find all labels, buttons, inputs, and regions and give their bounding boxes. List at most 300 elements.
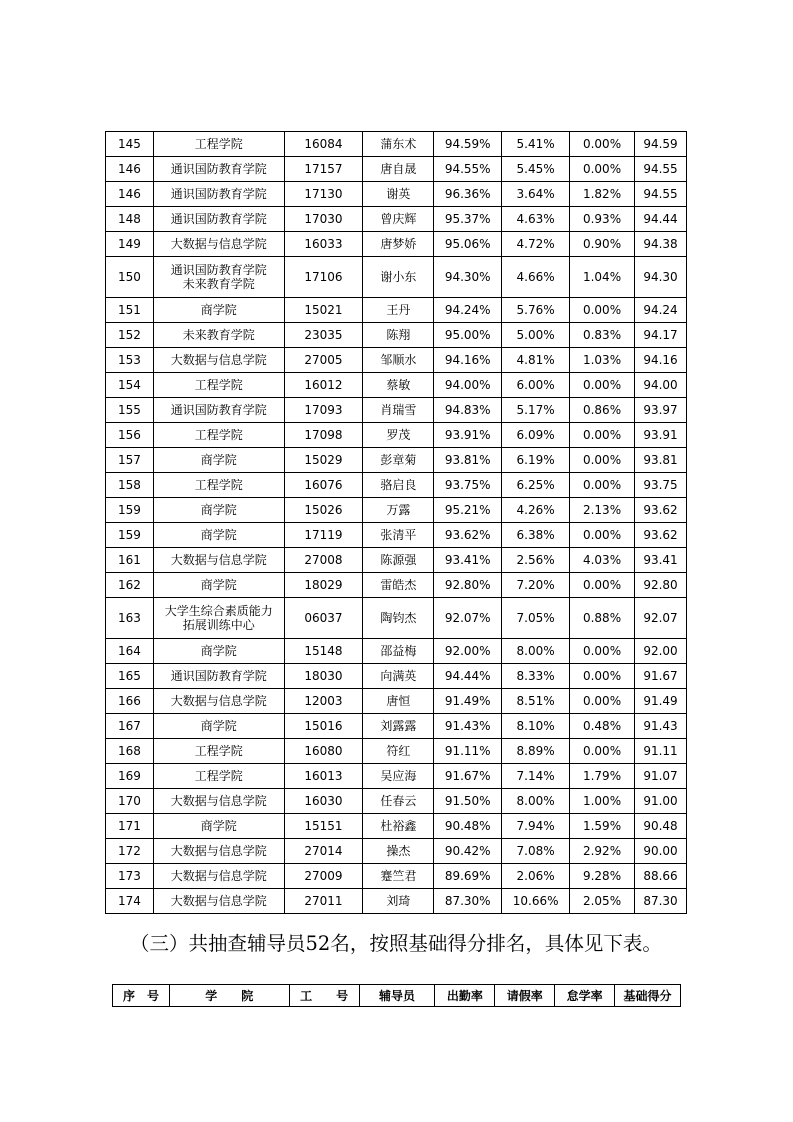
cell-name: 唐梦娇 (363, 232, 434, 257)
cell-college (153, 423, 284, 448)
cell-rank: 167 (106, 714, 154, 739)
college-line: 工程学院 (194, 478, 243, 492)
cell-name: 陈翔 (363, 323, 434, 348)
cell-score: 92.00 (634, 639, 686, 664)
column-header: 学 院 (169, 985, 289, 1007)
cell-absence: 0.00% (570, 739, 635, 764)
cell-id: 15148 (284, 639, 363, 664)
cell-id: 16013 (284, 764, 363, 789)
cell-college (153, 448, 284, 473)
cell-score: 91.11 (634, 739, 686, 764)
cell-attendance: 93.75% (434, 473, 502, 498)
cell-id: 17030 (284, 207, 363, 232)
cell-leave: 8.10% (502, 714, 570, 739)
college-line: 商学院 (200, 578, 237, 592)
cell-rank: 169 (106, 764, 154, 789)
cell-id: 16012 (284, 373, 363, 398)
cell-id: 15021 (284, 298, 363, 323)
cell-rank: 161 (106, 548, 154, 573)
cell-score: 94.55 (634, 157, 686, 182)
cell-absence: 2.92% (570, 839, 635, 864)
table-row (106, 207, 687, 232)
table-row (106, 789, 687, 814)
cell-absence: 0.48% (570, 714, 635, 739)
cell-score: 94.00 (634, 373, 686, 398)
cell-college (153, 132, 284, 157)
cell-leave: 4.63% (502, 207, 570, 232)
college-line: 大数据与信息学院 (170, 237, 267, 251)
table-row (106, 348, 687, 373)
cell-id: 17119 (284, 523, 363, 548)
cell-leave: 5.45% (502, 157, 570, 182)
table-row (106, 373, 687, 398)
cell-id: 15029 (284, 448, 363, 473)
cell-college (153, 257, 284, 298)
college-line: 大数据与信息学院 (170, 794, 267, 808)
cell-rank: 163 (106, 598, 154, 639)
cell-attendance: 94.00% (434, 373, 502, 398)
cell-leave: 6.25% (502, 473, 570, 498)
cell-rank: 146 (106, 182, 154, 207)
cell-id: 27008 (284, 548, 363, 573)
table-row (106, 839, 687, 864)
cell-leave: 3.64% (502, 182, 570, 207)
cell-id: 16076 (284, 473, 363, 498)
college-line: 商学院 (200, 644, 237, 658)
cell-score: 93.62 (634, 523, 686, 548)
cell-name: 邵益梅 (363, 639, 434, 664)
cell-attendance: 91.49% (434, 689, 502, 714)
cell-leave: 4.26% (502, 498, 570, 523)
cell-leave: 6.38% (502, 523, 570, 548)
cell-attendance: 90.42% (434, 839, 502, 864)
college-line: 工程学院 (194, 428, 243, 442)
cell-attendance: 92.00% (434, 639, 502, 664)
college-line: 大数据与信息学院 (170, 353, 267, 367)
cell-leave: 7.08% (502, 839, 570, 864)
cell-rank: 155 (106, 398, 154, 423)
cell-attendance: 92.80% (434, 573, 502, 598)
college-line: 大数据与信息学院 (170, 844, 267, 858)
cell-id: 17106 (284, 257, 363, 298)
cell-id: 17093 (284, 398, 363, 423)
cell-name: 蹇竺君 (363, 864, 434, 889)
college-line: 商学院 (200, 453, 237, 467)
cell-score: 91.00 (634, 789, 686, 814)
table-row (106, 864, 687, 889)
cell-score: 94.17 (634, 323, 686, 348)
cell-attendance: 94.55% (434, 157, 502, 182)
cell-rank: 156 (106, 423, 154, 448)
cell-rank: 150 (106, 257, 154, 298)
cell-name: 刘露露 (363, 714, 434, 739)
college-line: 大数据与信息学院 (170, 553, 267, 567)
cell-score: 87.30 (634, 889, 686, 914)
cell-absence: 0.93% (570, 207, 635, 232)
cell-name: 杜裕鑫 (363, 814, 434, 839)
next-table-header (112, 984, 681, 1007)
cell-score: 93.81 (634, 448, 686, 473)
cell-college (153, 714, 284, 739)
cell-rank: 165 (106, 664, 154, 689)
cell-name: 罗茂 (363, 423, 434, 448)
cell-name: 谢小东 (363, 257, 434, 298)
cell-absence: 1.04% (570, 257, 635, 298)
cell-rank: 158 (106, 473, 154, 498)
cell-absence: 0.00% (570, 639, 635, 664)
column-header: 辅导员 (359, 985, 435, 1007)
cell-absence: 0.00% (570, 132, 635, 157)
table-row (106, 298, 687, 323)
cell-score: 92.07 (634, 598, 686, 639)
cell-absence: 0.00% (570, 373, 635, 398)
cell-name: 吴应海 (363, 764, 434, 789)
cell-college (153, 739, 284, 764)
cell-absence: 0.00% (570, 298, 635, 323)
cell-absence: 2.05% (570, 889, 635, 914)
table-row (106, 814, 687, 839)
cell-id: 23035 (284, 323, 363, 348)
cell-id: 15151 (284, 814, 363, 839)
table-row (106, 423, 687, 448)
cell-rank: 168 (106, 739, 154, 764)
college-line: 商学院 (200, 819, 237, 833)
column-header: 请假率 (495, 985, 555, 1007)
cell-score: 94.30 (634, 257, 686, 298)
table-row (106, 764, 687, 789)
college-line: 工程学院 (194, 378, 243, 392)
cell-attendance: 93.91% (434, 423, 502, 448)
cell-college (153, 864, 284, 889)
cell-id: 16030 (284, 789, 363, 814)
cell-id: 16084 (284, 132, 363, 157)
cell-college (153, 157, 284, 182)
cell-score: 90.00 (634, 839, 686, 864)
cell-absence: 1.79% (570, 764, 635, 789)
cell-attendance: 95.21% (434, 498, 502, 523)
cell-name: 肖瑞雪 (363, 398, 434, 423)
cell-name: 陈源强 (363, 548, 434, 573)
table-row (106, 739, 687, 764)
cell-leave: 8.51% (502, 689, 570, 714)
cell-college (153, 789, 284, 814)
cell-absence: 0.83% (570, 323, 635, 348)
cell-leave: 4.66% (502, 257, 570, 298)
cell-id: 18029 (284, 573, 363, 598)
table-row (106, 323, 687, 348)
cell-name: 万露 (363, 498, 434, 523)
cell-score: 93.91 (634, 423, 686, 448)
cell-id: 27014 (284, 839, 363, 864)
cell-rank: 149 (106, 232, 154, 257)
cell-rank: 146 (106, 157, 154, 182)
cell-leave: 5.76% (502, 298, 570, 323)
cell-id: 15026 (284, 498, 363, 523)
cell-name: 曾庆辉 (363, 207, 434, 232)
college-line: 通识国防教育学院 (170, 187, 267, 201)
cell-id: 16080 (284, 739, 363, 764)
college-line: 工程学院 (194, 137, 243, 151)
cell-leave: 8.00% (502, 789, 570, 814)
cell-absence: 1.00% (570, 789, 635, 814)
cell-absence: 0.88% (570, 598, 635, 639)
cell-score: 94.55 (634, 182, 686, 207)
cell-attendance: 94.24% (434, 298, 502, 323)
college-line: 商学院 (200, 303, 237, 317)
cell-college (153, 689, 284, 714)
cell-college (153, 182, 284, 207)
cell-name: 向满英 (363, 664, 434, 689)
cell-score: 93.75 (634, 473, 686, 498)
table-row (106, 182, 687, 207)
college-line: 大数据与信息学院 (170, 694, 267, 708)
cell-score: 94.38 (634, 232, 686, 257)
column-header: 出勤率 (435, 985, 495, 1007)
cell-rank: 154 (106, 373, 154, 398)
cell-score: 93.41 (634, 548, 686, 573)
cell-score: 91.49 (634, 689, 686, 714)
cell-college (153, 207, 284, 232)
column-header: 怠学率 (555, 985, 615, 1007)
cell-leave: 4.81% (502, 348, 570, 373)
cell-id: 17130 (284, 182, 363, 207)
table-row (106, 257, 687, 298)
table-row (106, 448, 687, 473)
cell-name: 符红 (363, 739, 434, 764)
table-row (106, 573, 687, 598)
cell-score: 90.48 (634, 814, 686, 839)
cell-leave: 6.09% (502, 423, 570, 448)
cell-name: 张清平 (363, 523, 434, 548)
cell-rank: 159 (106, 523, 154, 548)
cell-college (153, 298, 284, 323)
cell-name: 雷皓杰 (363, 573, 434, 598)
cell-name: 陶钧杰 (363, 598, 434, 639)
cell-attendance: 90.48% (434, 814, 502, 839)
cell-leave: 7.14% (502, 764, 570, 789)
cell-attendance: 91.67% (434, 764, 502, 789)
cell-rank: 151 (106, 298, 154, 323)
cell-name: 任春云 (363, 789, 434, 814)
header-row (113, 985, 681, 1007)
college-line: 大学生综合素质能力 (164, 604, 273, 618)
cell-leave: 8.00% (502, 639, 570, 664)
cell-attendance: 93.81% (434, 448, 502, 473)
cell-attendance: 94.83% (434, 398, 502, 423)
table-row (106, 132, 687, 157)
cell-score: 93.62 (634, 498, 686, 523)
cell-leave: 5.17% (502, 398, 570, 423)
cell-rank: 173 (106, 864, 154, 889)
cell-college (153, 232, 284, 257)
cell-rank: 153 (106, 348, 154, 373)
table-row (106, 523, 687, 548)
table-row (106, 398, 687, 423)
cell-absence: 0.00% (570, 157, 635, 182)
cell-leave: 2.06% (502, 864, 570, 889)
cell-absence: 4.03% (570, 548, 635, 573)
cell-rank: 145 (106, 132, 154, 157)
cell-rank: 166 (106, 689, 154, 714)
counselor-ranking-table (105, 131, 687, 914)
cell-absence: 9.28% (570, 864, 635, 889)
cell-college (153, 598, 284, 639)
cell-college (153, 348, 284, 373)
table-row (106, 664, 687, 689)
cell-college (153, 498, 284, 523)
cell-attendance: 93.62% (434, 523, 502, 548)
cell-id: 12003 (284, 689, 363, 714)
cell-college (153, 573, 284, 598)
cell-college (153, 548, 284, 573)
cell-leave: 5.00% (502, 323, 570, 348)
cell-attendance: 94.44% (434, 664, 502, 689)
cell-college (153, 473, 284, 498)
table-row (106, 689, 687, 714)
cell-leave: 5.41% (502, 132, 570, 157)
cell-rank: 174 (106, 889, 154, 914)
cell-leave: 10.66% (502, 889, 570, 914)
cell-name: 唐自晟 (363, 157, 434, 182)
table-row (106, 639, 687, 664)
cell-score: 94.44 (634, 207, 686, 232)
cell-college (153, 839, 284, 864)
college-line: 大数据与信息学院 (170, 869, 267, 883)
cell-attendance: 95.06% (434, 232, 502, 257)
table-row (106, 232, 687, 257)
cell-attendance: 89.69% (434, 864, 502, 889)
cell-rank: 148 (106, 207, 154, 232)
cell-absence: 0.00% (570, 573, 635, 598)
cell-attendance: 91.11% (434, 739, 502, 764)
cell-leave: 6.00% (502, 373, 570, 398)
cell-score: 93.97 (634, 398, 686, 423)
cell-absence: 1.82% (570, 182, 635, 207)
college-line: 通识国防教育学院 (170, 669, 267, 683)
cell-name: 蒲东术 (363, 132, 434, 157)
cell-name: 操杰 (363, 839, 434, 864)
cell-college (153, 639, 284, 664)
cell-id: 18030 (284, 664, 363, 689)
cell-rank: 172 (106, 839, 154, 864)
table-row (106, 473, 687, 498)
cell-attendance: 87.30% (434, 889, 502, 914)
cell-id: 06037 (284, 598, 363, 639)
cell-absence: 0.00% (570, 523, 635, 548)
column-header: 基础得分 (615, 985, 681, 1007)
cell-college (153, 764, 284, 789)
cell-id: 27011 (284, 889, 363, 914)
cell-leave: 8.33% (502, 664, 570, 689)
cell-college (153, 523, 284, 548)
cell-name: 王丹 (363, 298, 434, 323)
college-line: 未来教育学院 (182, 277, 255, 291)
college-line: 拓展训练中心 (182, 618, 255, 632)
cell-rank: 159 (106, 498, 154, 523)
cell-attendance: 96.36% (434, 182, 502, 207)
cell-id: 17098 (284, 423, 363, 448)
cell-absence: 0.00% (570, 664, 635, 689)
cell-score: 91.07 (634, 764, 686, 789)
cell-name: 骆启良 (363, 473, 434, 498)
cell-attendance: 95.37% (434, 207, 502, 232)
cell-attendance: 91.50% (434, 789, 502, 814)
college-line: 通识国防教育学院 (170, 403, 267, 417)
cell-name: 彭章菊 (363, 448, 434, 473)
cell-leave: 4.72% (502, 232, 570, 257)
college-line: 通识国防教育学院 (170, 162, 267, 176)
cell-attendance: 95.00% (434, 323, 502, 348)
cell-attendance: 94.30% (434, 257, 502, 298)
cell-score: 91.43 (634, 714, 686, 739)
cell-id: 15016 (284, 714, 363, 739)
column-header: 序 号 (113, 985, 170, 1007)
cell-name: 邹顺水 (363, 348, 434, 373)
cell-absence: 2.13% (570, 498, 635, 523)
table-row (106, 889, 687, 914)
cell-leave: 7.05% (502, 598, 570, 639)
cell-name: 谢英 (363, 182, 434, 207)
cell-absence: 0.00% (570, 423, 635, 448)
table-row (106, 498, 687, 523)
table-row (106, 548, 687, 573)
ranking-table-body (106, 132, 687, 914)
table-row (106, 598, 687, 639)
college-line: 未来教育学院 (182, 328, 255, 342)
cell-name: 蔡敏 (363, 373, 434, 398)
cell-attendance: 94.16% (434, 348, 502, 373)
cell-leave: 7.20% (502, 573, 570, 598)
cell-rank: 171 (106, 814, 154, 839)
cell-score: 94.16 (634, 348, 686, 373)
college-line: 通识国防教育学院 (170, 263, 267, 277)
college-line: 商学院 (200, 528, 237, 542)
cell-attendance: 91.43% (434, 714, 502, 739)
cell-id: 16033 (284, 232, 363, 257)
cell-rank: 152 (106, 323, 154, 348)
table-row (106, 157, 687, 182)
cell-leave: 2.56% (502, 548, 570, 573)
cell-score: 88.66 (634, 864, 686, 889)
cell-absence: 0.00% (570, 473, 635, 498)
cell-college (153, 664, 284, 689)
college-line: 工程学院 (194, 769, 243, 783)
cell-attendance: 94.59% (434, 132, 502, 157)
cell-id: 17157 (284, 157, 363, 182)
cell-college (153, 373, 284, 398)
cell-absence: 0.00% (570, 689, 635, 714)
cell-attendance: 93.41% (434, 548, 502, 573)
cell-absence: 0.86% (570, 398, 635, 423)
college-line: 通识国防教育学院 (170, 212, 267, 226)
cell-rank: 162 (106, 573, 154, 598)
cell-score: 94.24 (634, 298, 686, 323)
cell-absence: 0.90% (570, 232, 635, 257)
cell-attendance: 92.07% (434, 598, 502, 639)
college-line: 商学院 (200, 719, 237, 733)
cell-leave: 6.19% (502, 448, 570, 473)
cell-absence: 0.00% (570, 448, 635, 473)
cell-college (153, 814, 284, 839)
college-line: 商学院 (200, 503, 237, 517)
cell-rank: 164 (106, 639, 154, 664)
cell-name: 刘琦 (363, 889, 434, 914)
cell-college (153, 398, 284, 423)
cell-rank: 170 (106, 789, 154, 814)
cell-leave: 7.94% (502, 814, 570, 839)
section-heading: （三）共抽查辅导员52名，按照基础得分排名，具体见下表。 (130, 932, 662, 955)
cell-score: 92.80 (634, 573, 686, 598)
